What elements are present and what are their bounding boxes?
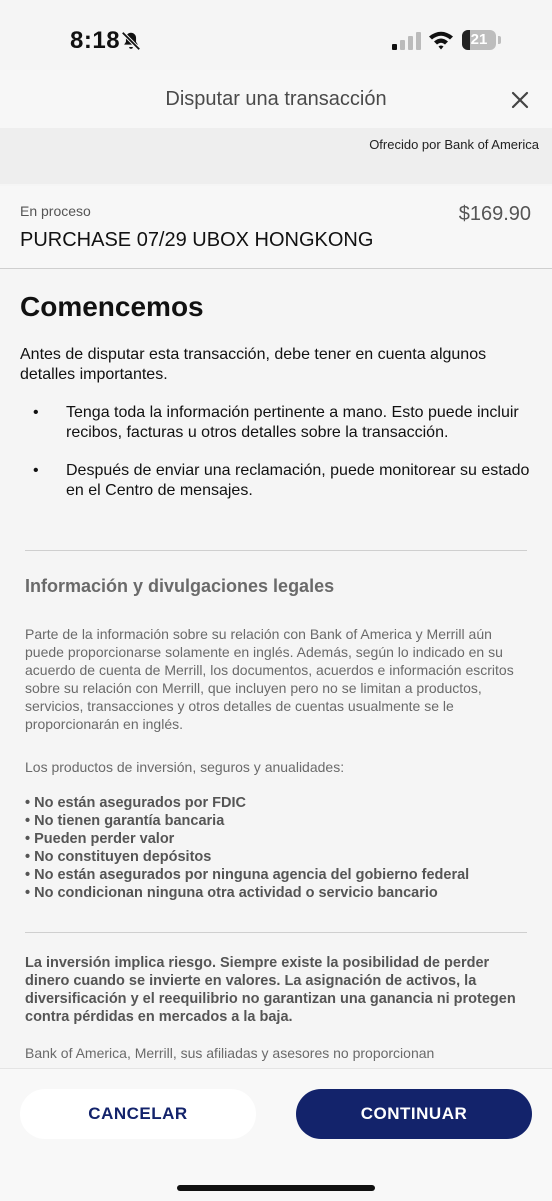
- footer-actions: [0, 1068, 552, 1201]
- divider: [25, 550, 527, 551]
- list-item: [0, 403, 552, 443]
- main-content[interactable]: [0, 269, 552, 1069]
- list-item-text: Tenga toda la información pertinente a mano. Esto puede incluir recibos, facturas u otros detalles sobre la transacción.: [66, 404, 519, 441]
- page-title: Disputar una transacción: [165, 88, 387, 110]
- intro-text: Antes de disputar esta transacción, debe tener en cuenta algunos detalles importantes.: [20, 346, 487, 383]
- battery-level: 21: [470, 31, 488, 48]
- bell-slash-icon: [120, 30, 142, 52]
- risk-disclosure: La inversión implica riesgo. Siempre existe la posibilidad de perder dinero cuando se invierte en valores. La asignación de activos, la diversificación y el reequilibrio no garantizan una ganancia ni protegen contra pérdidas en mercados a la baja.: [25, 955, 516, 1025]
- cancel-button[interactable]: CANCELAR: [20, 1089, 256, 1139]
- offered-by-row: [0, 128, 552, 184]
- disclosure-list: [25, 794, 535, 902]
- tips-list: [0, 403, 552, 519]
- wifi-icon: [428, 29, 454, 51]
- divider: [25, 932, 527, 933]
- list-item-text: Después de enviar una reclamación, puede monitorear su estado en el Centro de mensajes.: [66, 462, 530, 499]
- transaction-description: PURCHASE 07/29 UBOX HONGKONG: [20, 229, 374, 251]
- bullet-icon: •: [33, 404, 39, 421]
- advisor-disclosure: Bank of America, Merrill, sus afiliadas y asesores no proporcionan: [25, 1045, 435, 1061]
- battery-tip: [498, 36, 501, 44]
- section-heading: Comencemos: [20, 291, 204, 322]
- disclosure-item: • No están asegurados por ninguna agencia del gobierno federal: [25, 867, 470, 883]
- signal-icon: [392, 32, 422, 50]
- battery-icon: [462, 30, 502, 50]
- disclosure-item: • No condicionan ninguna otra actividad o servicio bancario: [25, 885, 438, 901]
- transaction-amount: $169.90: [458, 203, 531, 225]
- list-item: [0, 461, 552, 501]
- disclosure-item: • Pueden perder valor: [25, 831, 175, 847]
- home-indicator[interactable]: [177, 1185, 375, 1191]
- status-time: 8:18: [70, 27, 121, 54]
- legal-title: Información y divulgaciones legales: [25, 576, 335, 596]
- disclosure-item: • No están asegurados por FDIC: [25, 795, 247, 811]
- bullet-icon: •: [33, 462, 39, 479]
- transaction-status: En proceso: [20, 203, 91, 219]
- disclosure-item: • No tienen garantía bancaria: [25, 813, 225, 829]
- disclosure-item: • No constituyen depósitos: [25, 849, 212, 865]
- header: [0, 70, 552, 128]
- legal-paragraph: Parte de la información sobre su relación con Bank of America y Merrill aún puede proporcionarse solamente en inglés. Además, según lo indicado en su acuerdo de cuenta de Merrill, los documentos, acuerdos e información escritos sobre su relación con Merrill, que incluyen pero no se limitan a productos, servicios, transacciones y otros detalles de cuentas usualmente se le proporcionarán en inglés.: [25, 626, 514, 732]
- continue-button[interactable]: CONTINUAR: [296, 1089, 532, 1139]
- transaction-card: [0, 186, 552, 269]
- status-bar: [0, 0, 552, 70]
- offered-by-text: Ofrecido por Bank of America: [369, 137, 539, 152]
- investment-intro: Los productos de inversión, seguros y anualidades:: [25, 759, 345, 775]
- close-icon[interactable]: [506, 86, 534, 114]
